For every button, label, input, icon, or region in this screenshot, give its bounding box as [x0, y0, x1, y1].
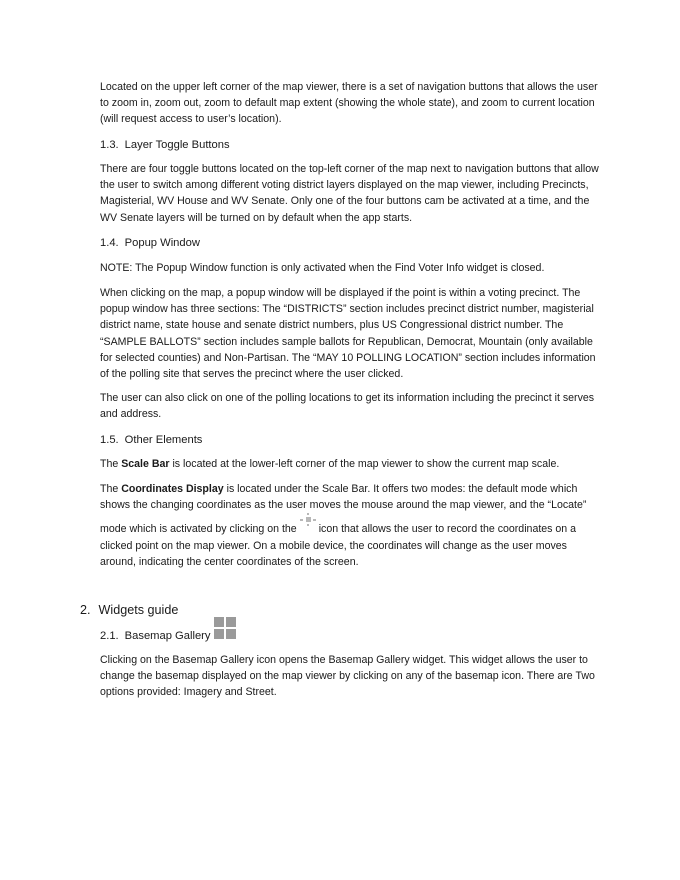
heading-1-4: [100, 236, 600, 250]
heading-title: Popup Window: [124, 237, 200, 249]
basemap-text: Clicking on the Basemap Gallery icon opens the Basemap Gallery widget. This widget allows the user to change the basemap displayed on the map viewer by clicking on any of the basemap icon. There are Two options provided: Imagery and Street.: [100, 654, 595, 699]
popup-paragraph-1: [100, 285, 600, 382]
heading-number: 1.5.: [100, 434, 119, 446]
intro-paragraph: Located on the upper left corner of the map viewer, there is a set of navigation buttons that allows the user to zoom in, zoom out, zoom to default map extent (showing the whole state), and zoom to current location (will request access to user’s location).: [100, 81, 598, 126]
heading-title: Other Elements: [124, 434, 203, 446]
popup-note-text: NOTE: The Popup Window function is only activated when the Find Voter Info widget is closed.: [100, 262, 545, 274]
heading-title: Layer Toggle Buttons: [124, 139, 230, 151]
popup-paragraph-2: [100, 390, 600, 422]
heading-number: 2.: [80, 603, 91, 617]
section-1-3-body: [100, 161, 600, 226]
coordinates-paragraph: [100, 481, 600, 570]
heading-2: [80, 603, 580, 618]
heading-number: 1.4.: [100, 237, 119, 249]
layer-toggle-paragraph: There are four toggle buttons located on the top-left corner of the map next to navigation buttons that allow the user to switch among different voting district layers displayed on the map viewer, including Precincts, Magisterial, WV House and WV Senate. Only one of the four buttons cam be activated at a time, and the WV Senate layers will be turned on by default when the app starts.: [100, 163, 599, 224]
basemap-gallery-icon: [214, 617, 236, 639]
popup-para-2-text: The user can also click on one of the polling locations to get its information including the precinct it serves and address.: [100, 392, 595, 421]
crosshair-locate-icon: [299, 513, 317, 529]
coordinates-text: The Coordinates Display is located under the Scale Bar. It offers two modes: the default mode which shows the changing coordinates as the user moves the mouse around the map viewer, and the “Locate” mode which is activated by clicking on the icon that allows the user to record the coordinates on a clicked point on the map viewer. On a mobile device, the coordinates will change as the user moves around, indicating the center coordinates of the screen.: [100, 483, 587, 568]
popup-note: [100, 260, 600, 276]
heading-title: Widgets guide: [98, 603, 179, 617]
heading-number: 1.3.: [100, 139, 119, 151]
scale-bar-text: The Scale Bar is located at the lower-left corner of the map viewer to show the current map scale.: [100, 458, 560, 470]
scale-bar-term: Scale Bar: [121, 458, 170, 470]
heading-number: 2.1.: [100, 630, 119, 642]
basemap-paragraph: [100, 652, 600, 701]
heading-1-3: [100, 138, 600, 152]
scale-bar-paragraph: [100, 456, 600, 472]
heading-2-1: [100, 617, 600, 648]
popup-para-1-text: When clicking on the map, a popup window will be displayed if the point is within a voting precinct. The popup window has three sections: The “DISTRICTS” section includes precinct district number, magisterial district name, state house and senate district numbers, plus US Congressional district number. The “SAMPLE BALLOTS” section includes sample ballots for Republican, Democrat, Mountain (only available for selected counties) and Non-Partisan. The “MAY 10 POLLING LOCATION” section includes information of the polling site that serves the precinct where the user clicked.: [100, 287, 596, 381]
coordinates-display-term: Coordinates Display: [121, 483, 224, 495]
heading-title: Basemap Gallery: [124, 630, 211, 642]
heading-1-5: [100, 433, 600, 447]
intro-section: [100, 79, 600, 128]
